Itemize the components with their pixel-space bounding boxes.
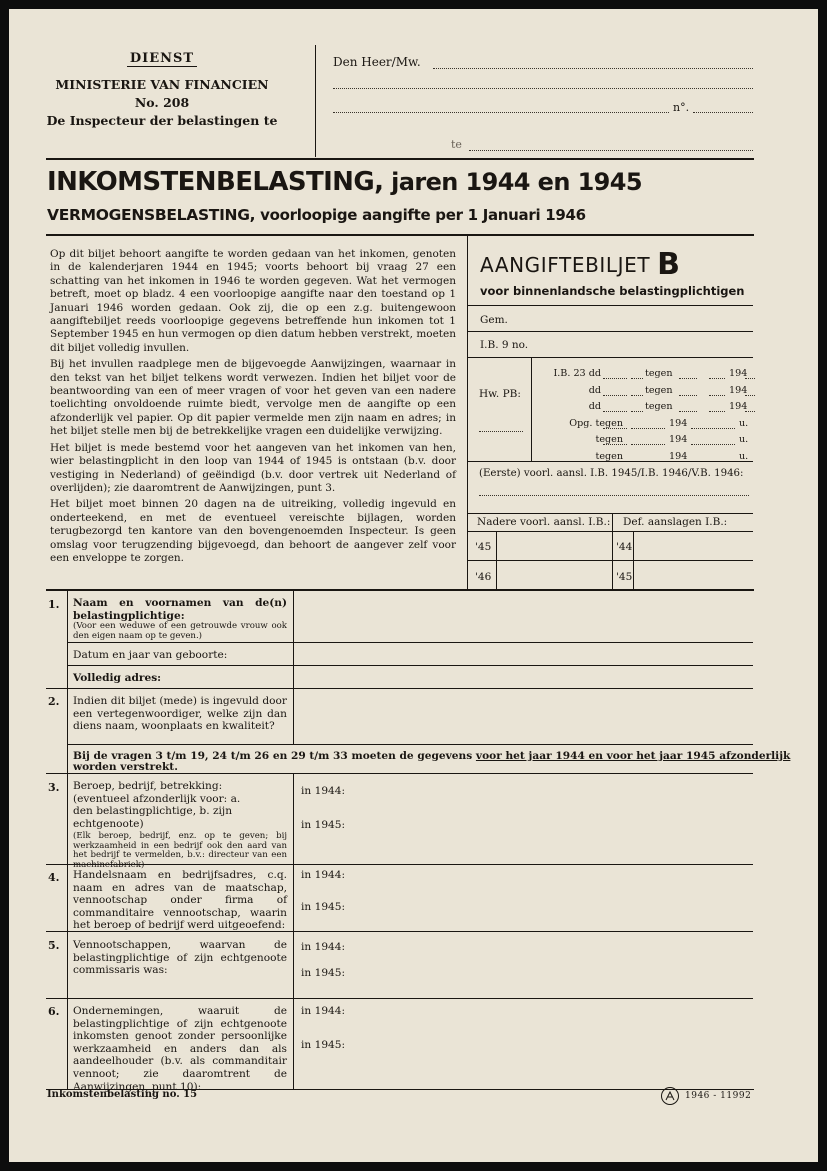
pb-row-year: 194 [729,401,748,412]
table-col-2-upper [293,591,294,744]
box-hwpb-divider [531,357,532,461]
box-year-divider [496,531,497,589]
pb-row-blank[interactable] [709,378,725,379]
header-dienst: DIENST [9,51,315,66]
intro-paragraph-4: Het biljet moet binnen 20 dagen na de uitreiking, volledig ingevuld en onderteekend, en met de eventueel vereischte bijlagen, worden terugbezorgd ten kantore van den bovengenoemden Inspecteur. Is geen omslag voor terugzending bijgevoegd, dan behoort de aangever zelf voor een enveloppe te zorgen. [50,498,456,564]
q3-in-1944: in 1944: [301,785,346,797]
q4-number: 4. [48,871,60,884]
pb-row-blank[interactable] [679,411,697,412]
q2-text: Indien dit biljet (mede) is ingevuld door een vertegenwoordiger, welke zijn dan diens naam, woonplaats en kwaliteit? [73,695,287,733]
box-rule [467,357,753,358]
box-left-border [467,235,468,589]
q3-bottom-rule [46,864,753,865]
box-hwpb: Hw. PB: [479,388,521,400]
addressee-number-line[interactable] [693,112,753,113]
pb-row-blank[interactable] [631,411,643,412]
box-rule [467,560,753,561]
pb-row [539,418,751,432]
q1-datum: Datum en jaar van geboorte: [73,649,228,661]
pb-row-blank[interactable] [679,378,697,379]
header-inspecteur: De Inspecteur der belastingen te [46,113,278,128]
footer-form-number: Inkomstenbelasting no. 15 [47,1089,198,1100]
pb-row-year: 194 [729,368,748,379]
printer-seal-icon [661,1087,679,1105]
pb-row-label: I.B. 23 dd [553,368,601,379]
box-eerste-line[interactable] [479,495,749,496]
header-ministerie: MINISTERIE VAN FINANCIEN [55,77,269,92]
pb-row-blank[interactable] [745,411,755,412]
q2-bottom-rule [67,744,753,745]
q4-bottom-rule [46,931,753,932]
pb-row-unit: u. [739,450,749,462]
q5-number: 5. [48,939,60,952]
pb-row-tegen: tegen [645,368,673,379]
addressee-place-line[interactable] [469,150,753,151]
box-gem: Gem. [480,314,508,326]
pb-row-blank[interactable] [603,444,627,445]
pb-row-year: 194 [669,434,688,445]
q6-text: Ondernemingen, waaruit de belastingplichtige of zijn echtgenoote inkomsten genoot zonder persoonlijke werkzaamheid en anders dan als aandeelhouder (b.v. als commanditair vennoot; zie daaromtrent de Aanwijzingen, punt 10): [73,1005,287,1093]
box-year-45: '45 [475,541,492,553]
pb-row-blank[interactable] [603,395,627,396]
box-subtitle: voor binnenlandsche belastingplichtigen [480,284,745,298]
box-ib-number: I.B. 9 no. [480,339,529,351]
q3-in-1945: in 1945: [301,819,346,831]
pb-row-unit: u. [739,434,749,445]
q1-title: Naam en voornamen van de(n) belastingplichtige: [73,597,287,622]
pb-row-blank[interactable] [679,395,697,396]
pb-row [539,401,751,415]
box-rule [467,305,753,306]
q3-number: 3. [48,781,60,794]
pb-row-unit: u. [739,417,749,429]
intro-paragraph-1: Op dit biljet behoort aangifte te worden gedaan van het inkomen, genoten in de kalenderjaren 1944 en 1945; voorts behoort bij vraag 27 een schatting van het inkomen in 1946 te worden gegeven. Wat het vermogen betreft, moet op bladz. 4 een voorloopige aangifte naar den toestand op 1 Januari 1946 worden gedaan. Ook zij, die op een z.g. buitengewoon aangiftebiljet reeds voorloopige gegevens betreffende hun inkomen tot 1 September 1945 en hun vermogen op dien datum hebben verstrekt, moeten dit biljet volledig invullen. [50,248,457,354]
addressee-line-2[interactable] [333,88,753,89]
footer-print-code: 1946 - 11992 [685,1091,752,1101]
pb-row-blank[interactable] [745,378,755,379]
years-note: Bij de vragen 3 t/m 19, 24 t/m 26 en 29 t/m 33 moeten de gegevens voor het jaar 1944 en voor het jaar 1945 afzonderlijk [73,750,791,762]
q6-number: 6. [48,1005,60,1018]
q6-in-1944: in 1944: [301,1005,346,1017]
pb-row-blank[interactable] [631,378,643,379]
q1-rule [67,642,753,643]
title-sub: VERMOGENSBELASTING, voorloopige aangifte per 1 Januari 1946 [47,206,586,224]
pb-row-blank[interactable] [603,378,627,379]
q5-in-1944: in 1944: [301,941,346,953]
pb-row-blank[interactable] [745,395,755,396]
pb-row-blank[interactable] [691,444,735,445]
addressee-line-3[interactable] [333,112,669,113]
pb-row-blank[interactable] [691,428,735,429]
intro-paragraph-2: Bij het invullen raadplege men de bijgevoegde Aanwijzingen, waarnaar in den tekst van het biljet telkens wordt verwezen. Indien het biljet voor de beantwoording van een of meer vragen of voor het geven van een nadere toelichting onvoldoende ruimte biedt, vervolge men de aangifte op een afzonderlijk vel papier. Op dit papier vermelde men zijn naam en adres; in het biljet stelle men bij de betrekkelijke vragen een duidelijke verwijzing. [50,358,456,438]
pb-row-label: Opg. tegen [569,417,623,429]
box-hwpb-line[interactable] [479,431,523,432]
pb-row-tegen: tegen [645,401,673,412]
q5-in-1945: in 1945: [301,967,346,979]
addressee-place-label: te [451,138,462,151]
pb-row-blank[interactable] [631,428,665,429]
pb-row-label: dd [588,384,601,396]
note-bottom-rule [46,773,753,774]
q1-number: 1. [48,598,60,611]
q1-adres: Volledig adres: [73,672,162,684]
q2-number: 2. [48,695,60,708]
pb-row [539,451,751,465]
box-year-46: '46 [475,571,492,583]
pb-row-year: 194 [729,384,748,396]
box-eerste: (Eerste) voorl. aansl. I.B. 1945/I.B. 1946/V.B. 1946: [479,468,744,479]
years-note-end: worden verstrekt. [73,761,178,773]
pb-row-year: 194 [669,450,688,462]
box-rule [467,331,753,332]
q5-text: Vennootschappen, waarvan de belastingplichtige of zijn echtgenoote commissaris was: [73,939,287,977]
box-nadere-divider [612,513,613,589]
tax-form-page [9,9,818,1162]
q1-rule [67,665,753,666]
q1-note: (Voor een weduwe of een getrouwde vrouw ook den eigen naam op te geven.) [73,621,287,641]
box-year-44: '44 [616,541,633,553]
box-rule [467,461,753,462]
pb-row-blank[interactable] [603,411,627,412]
addressee-number-label: n°. [673,101,690,114]
pb-row-blank[interactable] [631,395,643,396]
addressee-label: Den Heer/Mw. [333,55,421,69]
pb-row [539,385,751,399]
intro-paragraph-3: Het biljet is mede bestemd voor het aangeven van het inkomen van hen, wier belastingplicht in den loop van 1944 of 1945 is ontstaan (b.v. door vestiging in Nederland) of geëindigd (b.v. door vertrek uit Nederland of overlijden); zie daaromtrent de Aanwijzingen, punt 3. [50,441,456,494]
pb-row-blank[interactable] [709,395,725,396]
pb-row [539,368,751,382]
pb-row-tegen: tegen [645,384,673,396]
q4-in-1945: in 1945: [301,901,346,913]
q4-text: Handelsnaam en bedrijfsadres, c.q. naam en adres van de maatschap, vennootschap onder firma of commanditaire vennootschap, waarin het beroep of bedrijf werd uitgeoefend: [73,869,287,932]
box-def: Def. aanslagen I.B.: [623,516,728,528]
pb-row-blank[interactable] [631,444,665,445]
box-rule [467,513,753,514]
intro-text [50,248,456,565]
pb-row-label: tegen [595,450,623,462]
q3-text: Beroep, bedrijf, betrekking: (eventueel afzonderlijk voor: a. den belastingplichtige, b. zijn echtgenoote) [73,780,241,830]
title-bottom-rule [46,234,754,236]
header-number: No. 208 [134,95,190,110]
addressee-line-1[interactable] [433,68,753,69]
title-top-rule [46,158,754,160]
title-main: INKOMSTENBELASTING, jaren 1944 en 1945 [47,167,642,197]
pb-row-label: dd [588,401,601,412]
pb-row-label: tegen [595,434,623,445]
q1-bottom-rule [46,688,753,689]
box-nadere: Nadere voorl. aansl. I.B.: [477,516,611,528]
q5-bottom-rule [46,998,753,999]
table-top-rule [46,589,754,591]
q3-note: (Elk beroep, bedrijf, enz. op te geven; bij werkzaamheid in een bedrijf ook den aard van het bedrijf te vermelden, b.v.: directeur van een [73,831,287,861]
q4-in-1944: in 1944: [301,869,346,881]
pb-row-year: 194 [669,417,688,429]
box-title: AANGIFTEBILJET B [480,247,681,282]
pb-row-blank[interactable] [603,428,627,429]
box-year-45b: '45 [616,571,633,583]
pb-row-blank[interactable] [709,411,725,412]
pb-row [539,434,751,448]
box-rule [467,531,753,532]
box-year-divider [633,531,634,589]
header-divider [315,45,316,157]
q6-in-1945: in 1945: [301,1039,346,1051]
